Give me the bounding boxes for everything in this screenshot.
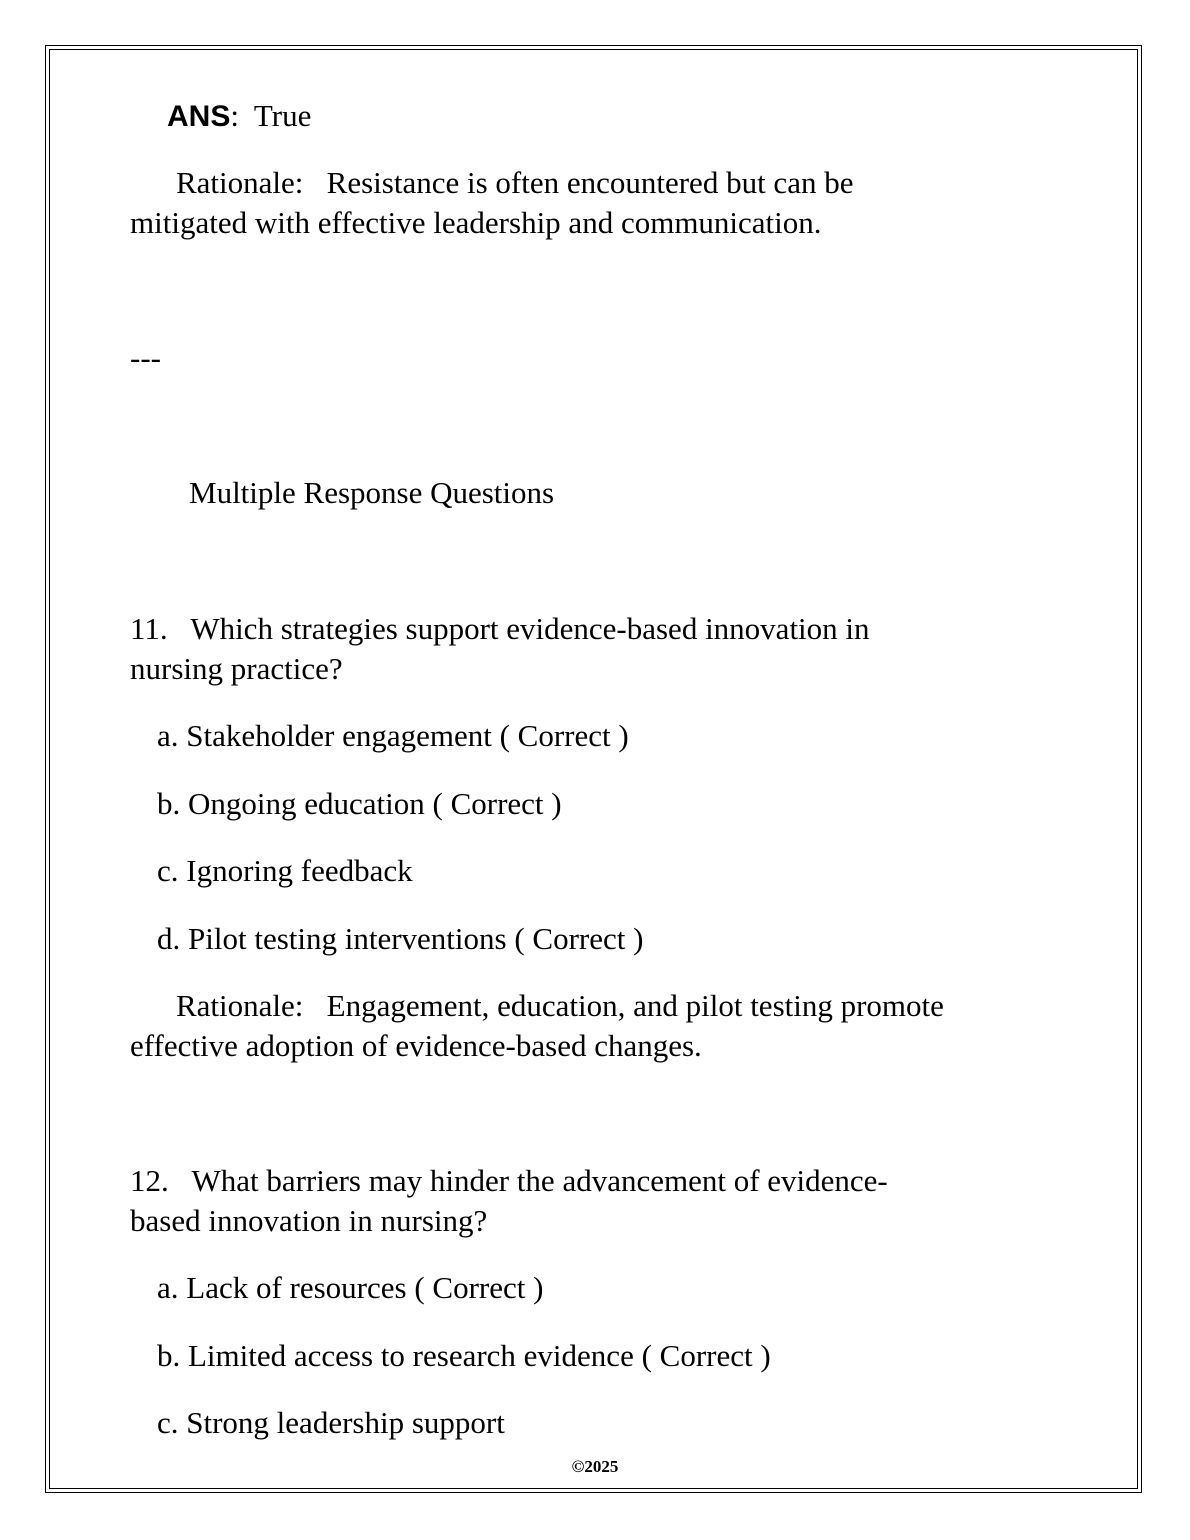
question-11-option-d: d. Pilot testing interventions ( Correct ): [157, 921, 644, 956]
answer-label: ANS: [167, 100, 231, 133]
question-11-option-a: a. Stakeholder engagement ( Correct ): [157, 718, 629, 753]
question-11-rationale-text-2: effective adoption of evidence-based changes.: [130, 1028, 702, 1063]
answer-value: True: [253, 98, 312, 133]
section-divider: ---: [130, 340, 161, 375]
question-12-option-c: c. Strong leadership support: [157, 1405, 505, 1440]
question-11-text-2: nursing practice?: [130, 651, 343, 686]
question-11-option-b: b. Ongoing education ( Correct ): [157, 786, 562, 821]
rationale-1-text-1: Resistance is often encountered but can be: [326, 165, 854, 200]
answer-separator: :: [230, 98, 239, 133]
question-11-rationale-label: Rationale:: [176, 988, 304, 1023]
copyright-footer: ©2025: [571, 1457, 619, 1476]
question-11-line-1: [130, 609, 870, 649]
question-12-line-1: [130, 1161, 888, 1201]
question-12-number: 12.: [130, 1163, 169, 1198]
question-12-option-a: a. Lack of resources ( Correct ): [157, 1270, 544, 1305]
question-11-text-1: Which strategies support evidence-based innovation in: [190, 611, 870, 646]
question-11-option-c: c. Ignoring feedback: [157, 853, 413, 888]
question-12-text-1: What barriers may hinder the advancement of evidence-: [191, 1163, 888, 1198]
question-11-number: 11.: [130, 611, 168, 646]
answer-line: [167, 96, 311, 137]
rationale-1-line-1: [176, 163, 853, 203]
question-12-text-2: based innovation in nursing?: [130, 1203, 488, 1238]
question-11-rationale-text-1: Engagement, education, and pilot testing promote: [326, 988, 944, 1023]
section-title: Multiple Response Questions: [189, 475, 555, 510]
question-12-option-b: b. Limited access to research evidence ( Correct ): [157, 1338, 771, 1373]
rationale-1-text-2: mitigated with effective leadership and communication.: [130, 205, 822, 240]
rationale-1-label: Rationale:: [176, 165, 304, 200]
question-11-rationale-line-1: [176, 986, 944, 1026]
